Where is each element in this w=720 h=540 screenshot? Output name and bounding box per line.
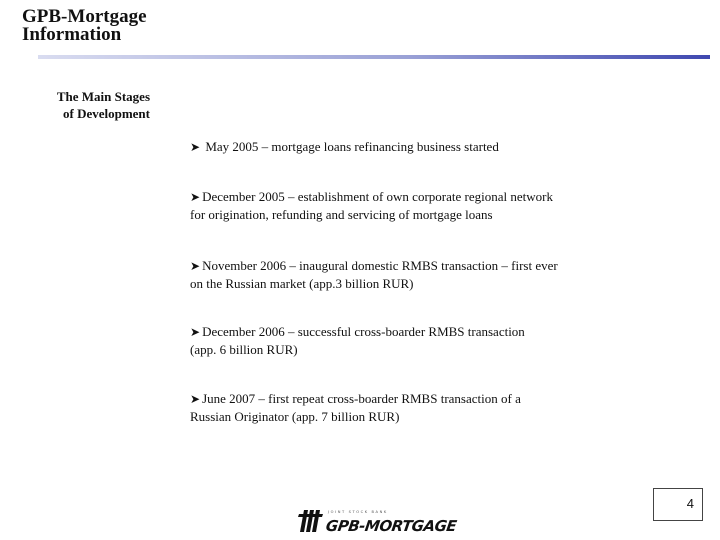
list-item-text: June 2007 – first repeat cross-boarder RMBS transaction of a bbox=[202, 391, 521, 406]
page-title bbox=[22, 8, 147, 44]
page-number-box bbox=[653, 488, 703, 521]
list-item-text: November 2006 – inaugural domestic RMBS transaction – first ever bbox=[202, 258, 558, 273]
list-item-text-cont: Russian Originator (app. 7 billion RUR) bbox=[190, 409, 400, 424]
list-item bbox=[190, 188, 660, 223]
logo-mark-icon bbox=[298, 508, 324, 534]
list-item bbox=[190, 138, 660, 156]
list-item bbox=[190, 390, 660, 425]
section-label-line1: The Main Stages bbox=[56, 89, 150, 104]
logo-small-text: JOINT STOCK BANK bbox=[328, 510, 388, 514]
list-item-text-cont: (app. 6 billion RUR) bbox=[190, 342, 298, 357]
page-number: 4 bbox=[686, 496, 694, 511]
arrow-right-icon: ➤ bbox=[190, 140, 201, 154]
page-title-line2: Information bbox=[22, 24, 122, 45]
gpb-mortgage-logo bbox=[298, 508, 458, 538]
list-item-text-cont: for origination, refunding and servicing of mortgage loans bbox=[190, 207, 493, 222]
section-label bbox=[30, 88, 150, 122]
arrow-right-icon: ➤ bbox=[190, 392, 201, 406]
list-item-text: December 2006 – successful cross-boarder RMBS transaction bbox=[202, 324, 525, 339]
list-item bbox=[190, 323, 660, 358]
arrow-right-icon: ➤ bbox=[190, 325, 201, 339]
header-divider bbox=[38, 55, 710, 59]
list-item-text: December 2005 – establishment of own corporate regional network bbox=[202, 189, 553, 204]
arrow-right-icon: ➤ bbox=[190, 259, 201, 273]
list-item bbox=[190, 257, 660, 292]
arrow-right-icon: ➤ bbox=[190, 190, 201, 204]
logo-name: GPB-MORTGAGE bbox=[324, 517, 458, 535]
list-item-text: May 2005 – mortgage loans refinancing business started bbox=[205, 139, 499, 154]
section-label-line2: of Development bbox=[62, 106, 150, 121]
list-item-text-cont: on the Russian market (app.3 billion RUR) bbox=[190, 276, 414, 291]
page-title-line1: GPB-Mortgage bbox=[22, 6, 147, 27]
